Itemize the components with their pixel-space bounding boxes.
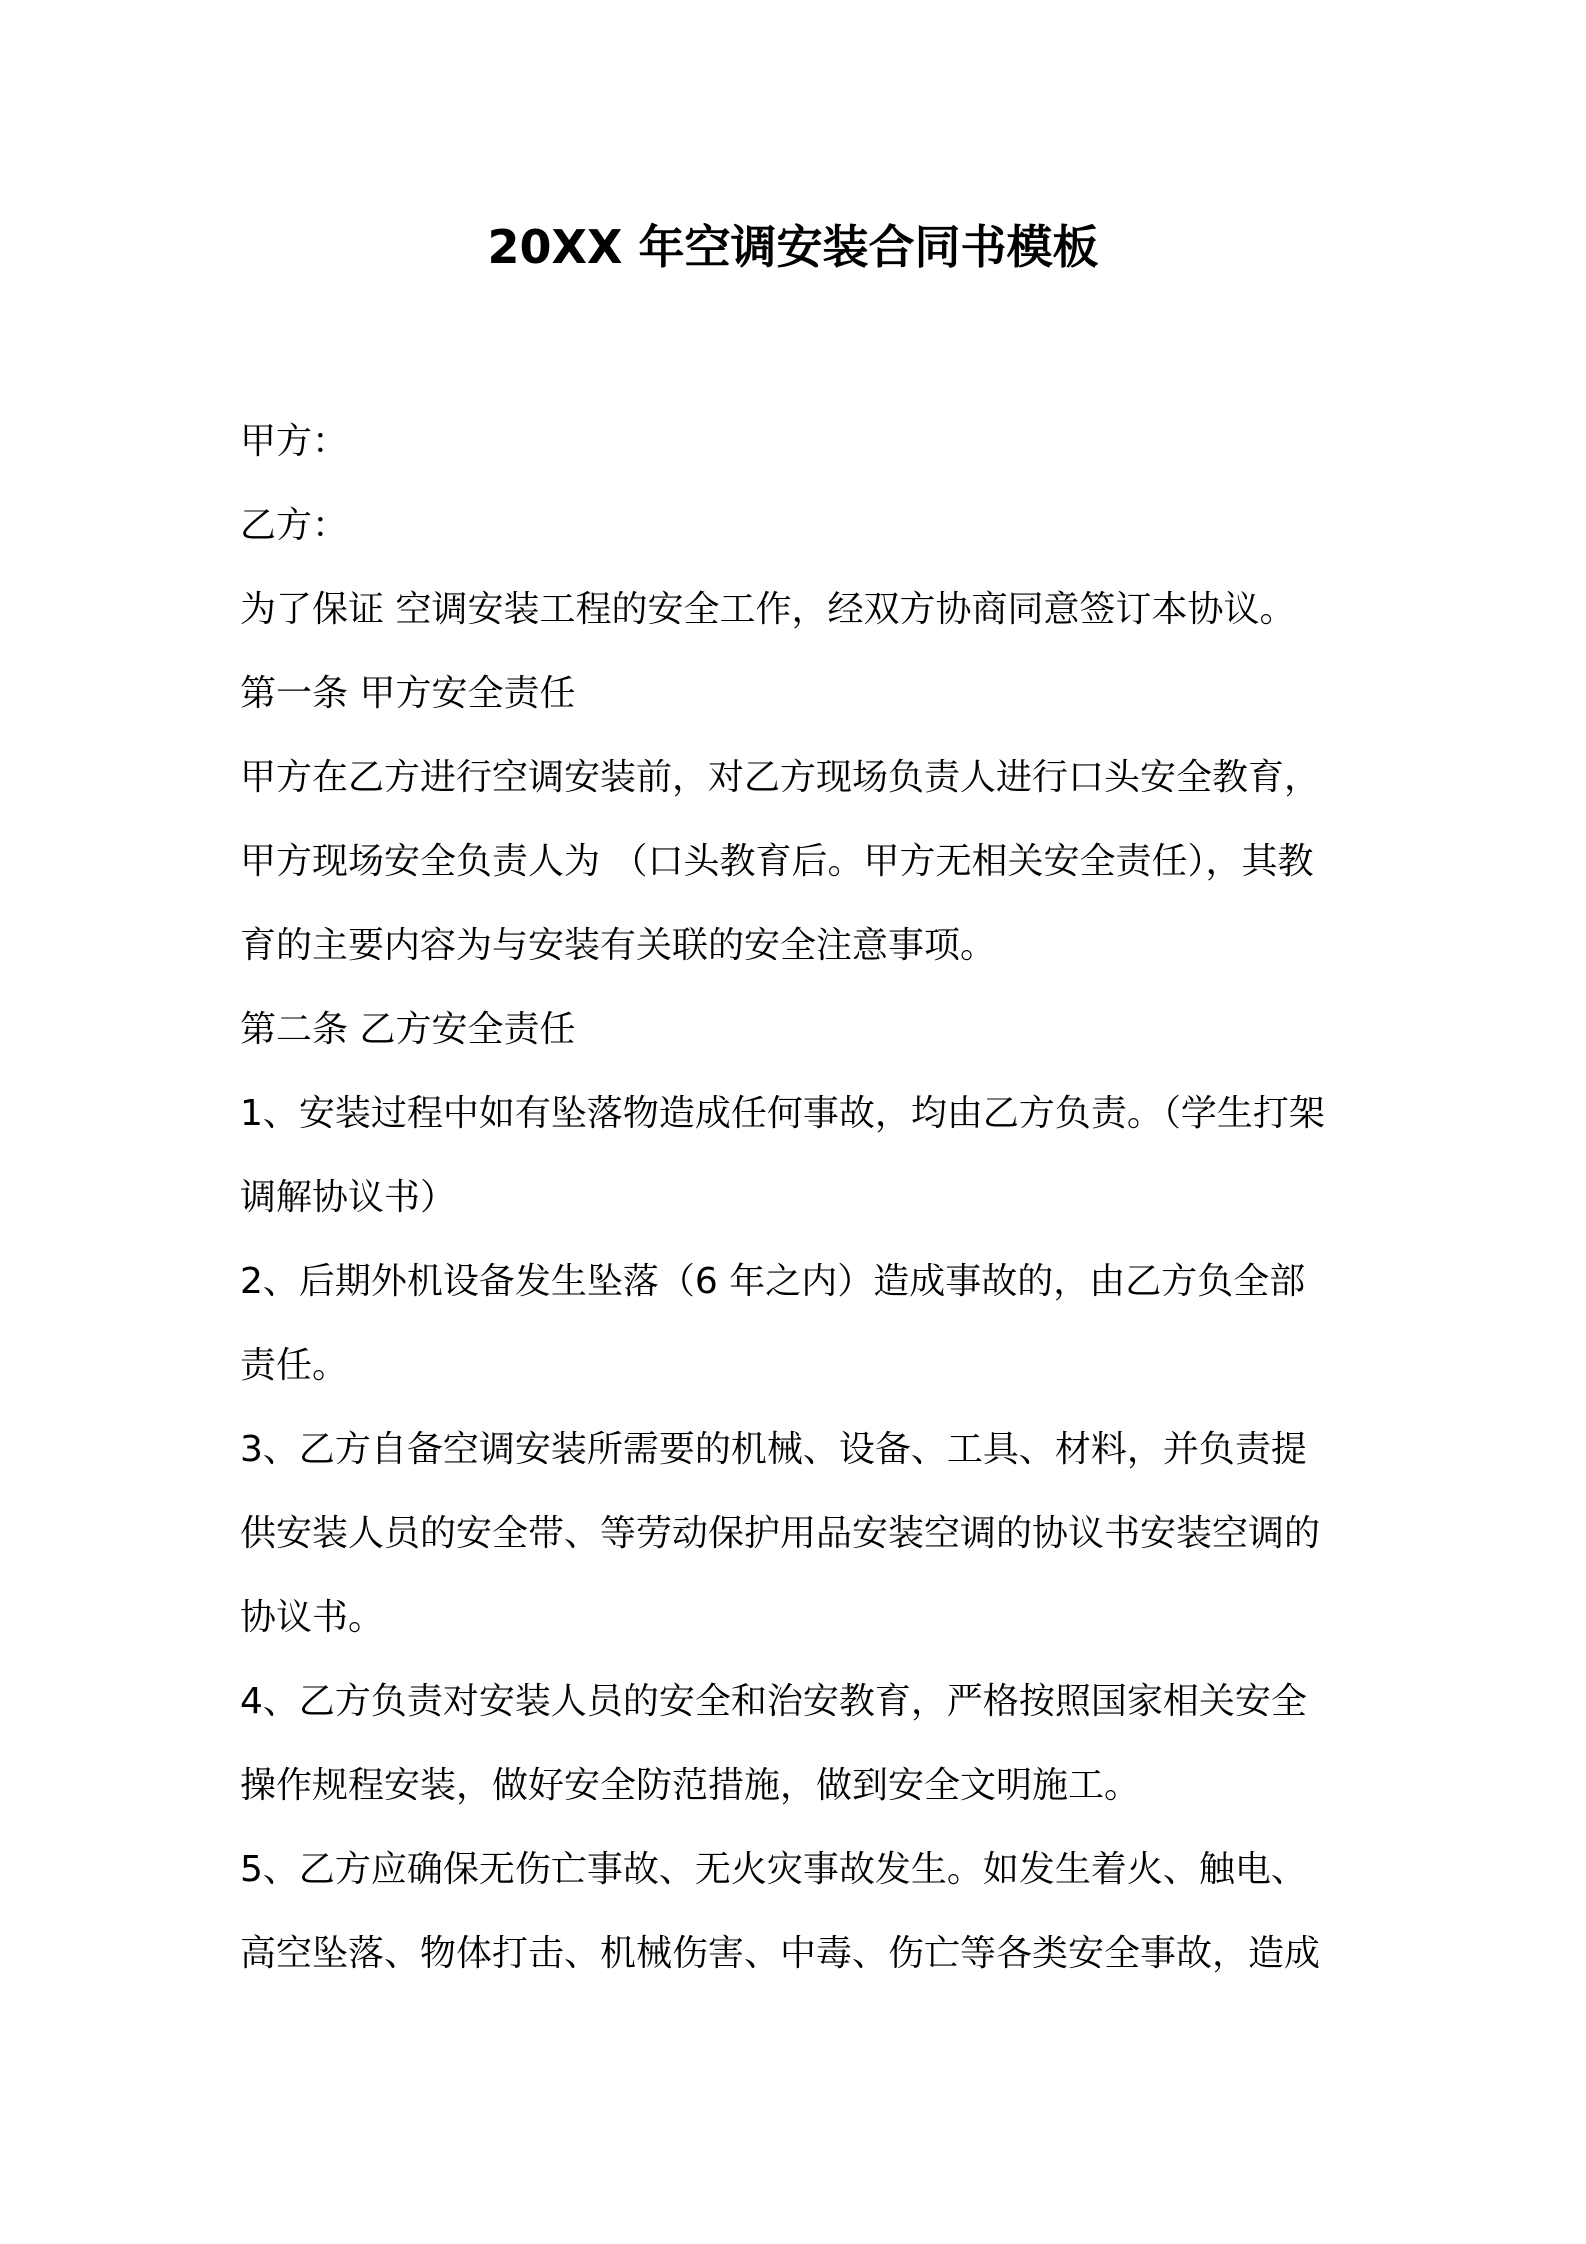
clause-4-line: 操作规程安装，做好安全防范措施，做到安全文明施工。 (240, 1765, 1141, 1806)
clause-2-line: 责任。 (240, 1345, 349, 1386)
clause-5-line: 5、乙方应确保无伤亡事故、无火灾事故发生。如发生着火、触电、 (240, 1849, 1307, 1890)
paragraph-line: 育的主要内容为与安装有关联的安全注意事项。 (240, 925, 997, 966)
paragraph-line: 甲方在乙方进行空调安装前，对乙方现场负责人进行口头安全教育， (240, 757, 1321, 798)
clause-4-line: 4、乙方负责对安装人员的安全和治安教育，严格按照国家相关安全 (240, 1681, 1307, 1722)
party-a-line: 甲方： (240, 421, 349, 462)
clause-1-line: 1、安装过程中如有坠落物造成任何事故，均由乙方负责。（学生打架 (240, 1093, 1325, 1134)
clause-3-line: 协议书。 (240, 1597, 385, 1638)
article-2-heading: 第二条 乙方安全责任 (240, 1009, 576, 1050)
clause-5-line: 高空坠落、物体打击、机械伤害、中毒、伤亡等各类安全事故，造成 (240, 1933, 1321, 1974)
document-body (240, 400, 1360, 1996)
clause-2-line: 2、后期外机设备发生坠落（6 年之内）造成事故的，由乙方负全部 (240, 1261, 1306, 1302)
article-1-heading: 第一条 甲方安全责任 (240, 673, 576, 714)
party-b-line: 乙方： (240, 505, 349, 546)
clause-3-line: 供安装人员的安全带、等劳动保护用品安装空调的协议书安装空调的 (240, 1513, 1321, 1554)
paragraph-line: 甲方现场安全负责人为 （口头教育后。甲方无相关安全责任），其教 (240, 841, 1314, 882)
clause-3-line: 3、乙方自备空调安装所需要的机械、设备、工具、材料，并负责提 (240, 1429, 1307, 1470)
preamble-line: 为了保证 空调安装工程的安全工作，经双方协商同意签订本协议。 (240, 589, 1296, 630)
document-title: 20XX 年空调安装合同书模板 (487, 220, 1099, 274)
clause-1-line: 调解协议书） (240, 1177, 457, 1218)
